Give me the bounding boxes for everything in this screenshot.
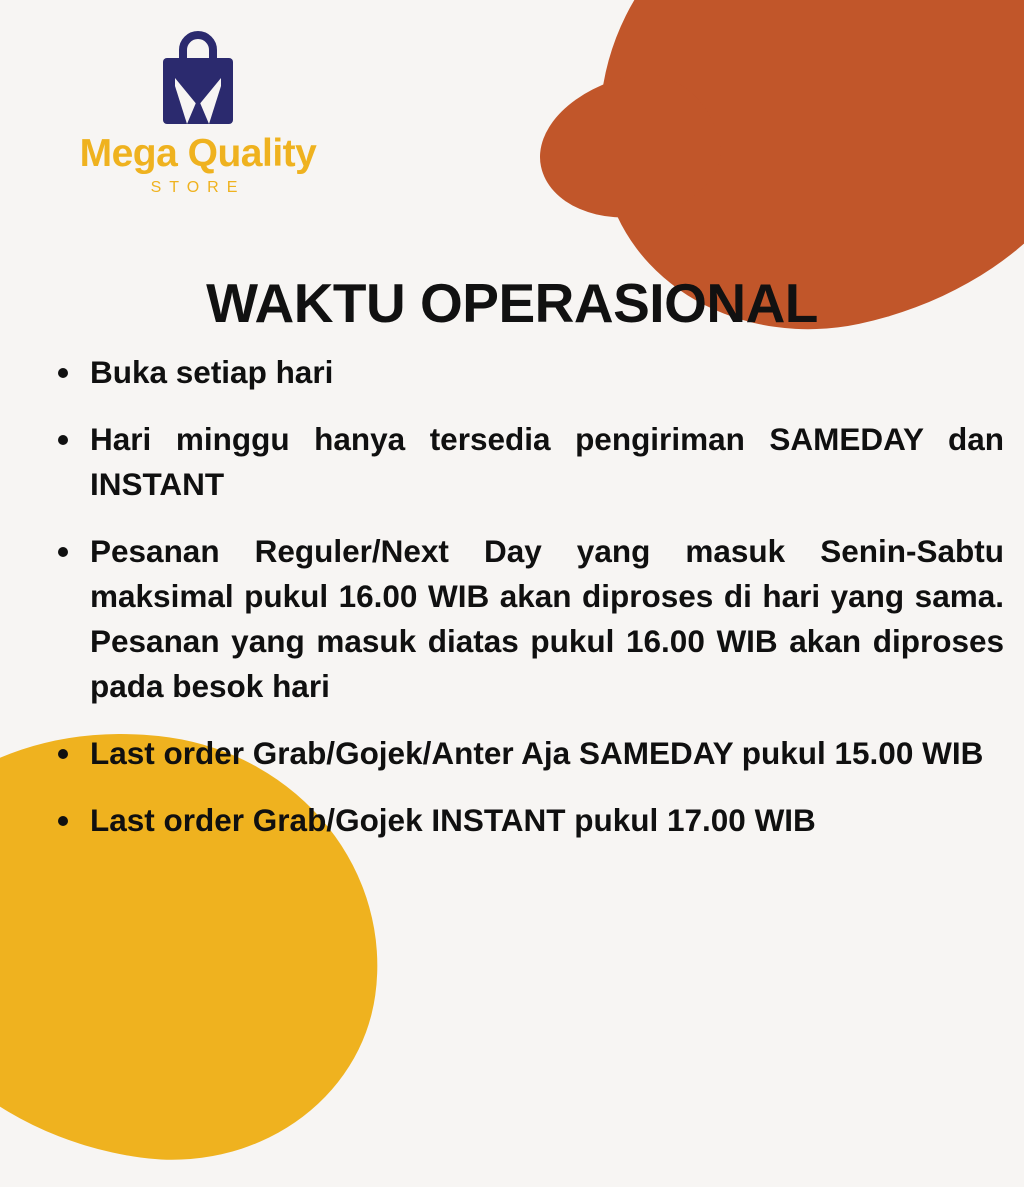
list-item: Hari minggu hanya tersedia pengiriman SAMEDAY dan INSTANT — [44, 417, 1004, 507]
list-item: Pesanan Reguler/Next Day yang masuk Senin-Sabtu maksimal pukul 16.00 WIB akan diproses di hari yang sama. Pesanan yang masuk diatas pukul 16.00 WIB akan diproses pada besok hari — [44, 529, 1004, 709]
brand-logo — [48, 28, 348, 197]
list-item: Last order Grab/Gojek/Anter Aja SAMEDAY pukul 15.00 WIB — [44, 731, 1004, 776]
brand-subtitle: STORE — [150, 179, 246, 196]
shopping-bag-icon — [153, 28, 243, 128]
list-item: Buka setiap hari — [44, 350, 1004, 395]
list-item: Last order Grab/Gojek INSTANT pukul 17.00 WIB — [44, 798, 1004, 843]
page-title: WAKTU OPERASIONAL — [206, 271, 818, 334]
brand-name: Mega Quality — [79, 132, 317, 175]
operating-hours-list — [44, 350, 1004, 865]
